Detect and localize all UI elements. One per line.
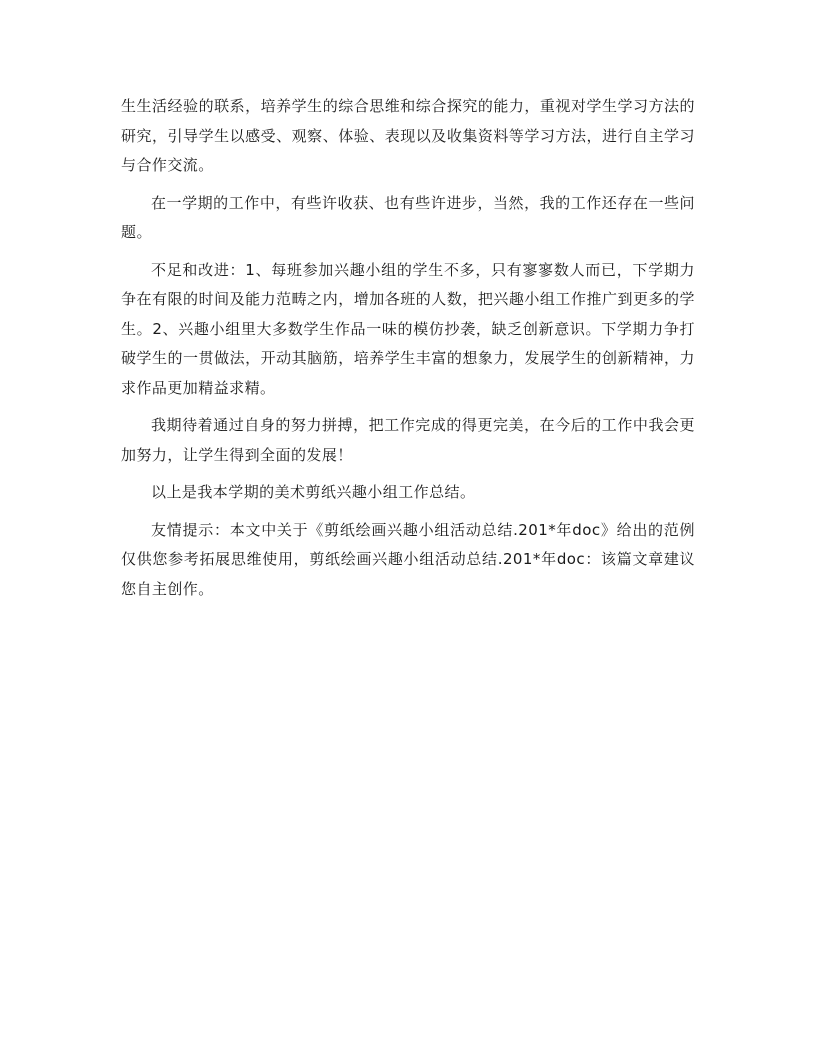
paragraph-summary: 以上是我本学期的美术剪纸兴趣小组工作总结。 xyxy=(151,483,476,501)
paragraph-intro-continuation: 生生活经验的联系，培养学生的综合思维和综合探究的能力，重视对学生学习方法的研究，引导学生以感受、观察、体验、表现以及收集资料等学习方法，进行自主学习与合作交流。 xyxy=(121,97,695,174)
document-body xyxy=(121,92,695,612)
paragraph-progress: 在一学期的工作中，有些许收获、也有些许进步，当然，我的工作还存在一些问题。 xyxy=(121,193,695,241)
paragraph-shortcomings: 不足和改进：1、每班参加兴趣小组的学生不多，只有寥寥数人而已，下学期力争在有限的时间及能力范畴之内，增加各班的人数，把兴趣小组工作推广到更多的学生。2、兴趣小组里大多数学生作品一味的模仿抄袭，缺乏创新意识。下学期力争打破学生的一贯做法，开动其脑筋，培养学生丰富的想象力，发展学生的创新精神，力求作品更加精益求精。 xyxy=(121,260,695,397)
paragraph-expectation: 我期待着通过自身的努力拼搏，把工作完成的得更完美，在今后的工作中我会更加努力，让学生得到全面的发展！ xyxy=(121,416,695,464)
paragraph-notice: 友情提示：本文中关于《剪纸绘画兴趣小组活动总结.201*年doc》给出的范例仅供您参考拓展思维使用，剪纸绘画兴趣小组活动总结.201*年doc：该篇文章建议您自主创作。 xyxy=(121,520,695,598)
